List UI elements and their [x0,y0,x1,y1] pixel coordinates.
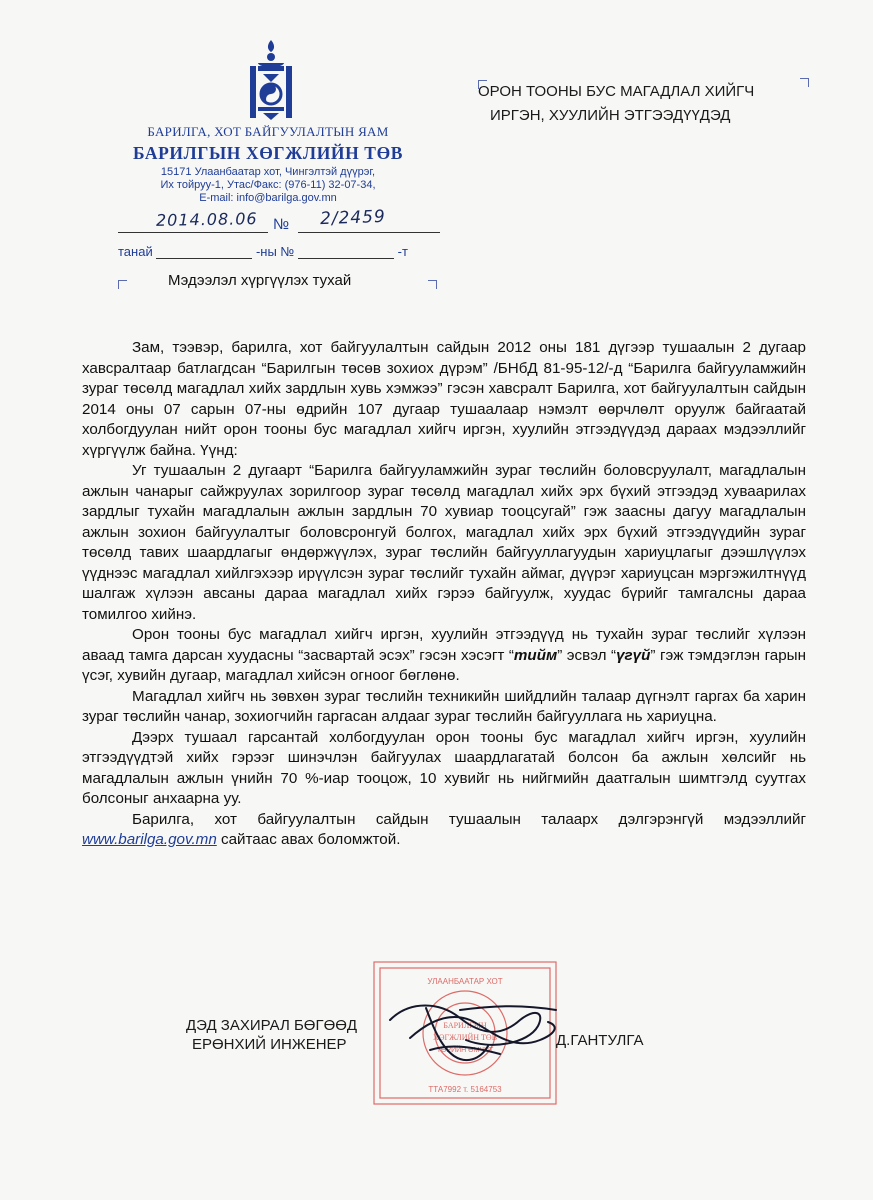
recipient-corner-mark [800,78,809,87]
stamp-text: ХӨГЖЛИЙН ТӨВ [432,1033,498,1042]
subject-corner-mark [428,280,437,289]
title-line: ДЭД ЗАХИРАЛ БӨГӨӨД [186,1017,358,1034]
paragraph-text: Орон тооны бус магадлал хийгч иргэн, хуулийн этгээдүүд нь тухайн зураг төслийг хүлээн аваад тамга дарсан хуудасны “засвартай эсэх” гэсэн хэсэгт “ [82,626,806,664]
t-label: -т [397,244,408,259]
address-line: 15171 Улаанбаатар хот, Чингэлтэй дүүрэг, [160,166,376,178]
paragraph: Дээрх тушаал гарсантай холбогдуулан орон тооны бус магадлал хийгч иргэн, хуулийн этгээдүүдтэй хийх гэрээг шинэчлэн байгуулах шаардлагатай болсон ба ажлын хөлсийг нь магадлалын ажлын үнийн 70 %-иар тооцож, 10 хувийг нь нийгмийн даатгалын шимтгэлд суутгах болсоныг анхаарна уу. [82,728,806,807]
paragraph: Зам, тээвэр, барилга, хот байгуулалтын сайдын 2012 оны 181 дүгээр тушаалын 2 дугаар хавсралтаар батлагдсан “Барилгын төсөв зохиох дүрэм” /БНбД 81-95-12/-д “Барилга байгууламжийн зураг төсөлд магадлал хийх зардлын хувь хэмжээ” гэсэн хавсралт Барилга, хот байгуулалтын сайдын 2014 оны 07 сарын 07-ны өдрийн 107 дугаар тушаалаар нэмэлт өөрчлөлт оруулж байгаатай холбогдуулан нийт орон тооны бус магадлал хийгч иргэн, хуулийн этгээдүүдэд дараах мэдээллийг хүргүүлж байна. Үүнд: [82,339,806,459]
paragraph-text: сайтаас авах боломжтой. [216,831,401,848]
recipient-line: ОРОН ТООНЫ БУС МАГАДЛАЛ ХИЙГЧ [478,83,755,100]
number-underline [298,232,440,233]
paragraph: Магадлал хийгч нь зөвхөн зураг төслийн техникийн шийдлийн талаар дүгнэлт гаргах ба харин зураг төслийн чанар, зохиогчийн гаргасан алдааг зураг төслийн байгууллага нь хариуцна. [82,687,806,725]
tanai-label: танай [118,244,153,259]
reply-reference-row [118,244,408,259]
signatory-title [186,1016,357,1054]
handwritten-date: 2014.08.06 [155,209,258,230]
stamp-text: БАРИЛГЫН [443,1021,487,1030]
paragraph-text: ” гэж тэмдэглэн гарын үсэг, хувийн дугаар, магадлал хийсэн огноог бөглөнө. [82,646,806,684]
address-line: Их тойруу-1, Утас/Факс: (976-11) 32-07-34, [160,179,376,191]
stamp-text: УЛААНБААТАР ХОТ [427,977,503,986]
paragraph-text: Барилга, хот байгуулалтын сайдын тушаалын талаарх дэлгэрэнгүй мэдээллийг [132,810,806,828]
website-link[interactable]: www.barilga.gov.mn [82,831,217,848]
signatory-name: Д.ГАНТУЛГА [556,1032,644,1049]
handwritten-signature [370,990,570,1070]
stamp-text: ТТА7992 т. 5164753 [428,1085,502,1094]
paragraph [82,625,806,687]
number-label: № [273,216,290,233]
title-line: ЕРӨНХИЙ ИНЖЕНЕР [192,1036,347,1053]
email-line: E-mail: info@barilga.gov.mn [199,192,337,204]
soyombo-emblem-icon [246,38,296,122]
recipient-block [478,80,754,128]
letter-body [82,338,806,851]
ny-label: -ны № [255,244,295,259]
blank-field [156,246,252,259]
paragraph: Уг тушаалын 2 дугаарт “Барилга байгууламжийн зураг төслийн боловсруулалт, магадлалын ажлын чанарыг сайжруулах зорилгоор зураг төсөлд магадлал хийх эрх бүхий этгээдэд хуваарилах зардлыг тухайн магадлалын ажлын зардлын 70 хувиар тооцсугай” гэж заасны дагуу магадлалын ажлын зохион байгуулалтыг боловсронгуй болгох, магадлал хийх эрх бүхий этгээдүүдийн зураг төсөлд тавих шаардлагыг өндөржүүлэх, зураг төслийн байгууллагуудын хариуцлагыг дээшлүүлэх үүднээс магадлал хийлгэхээр ирүүлсэн зураг төслийг тухайн аймаг, дүүрэг хариуцсан мэргэжилтнүүд шалгаж хүлээн авсаны дараа магадлал хийх гэрээ байгуулж, хуудас бүрийг тамгалсны дараа томилгоо хийнэ. [82,462,806,623]
handwritten-number: 2/2459 [319,206,387,230]
emphasis-yes: тийм [513,646,558,664]
paragraph-text: ” эсвэл “ [557,646,617,664]
recipient-line: ИРГЭН, ХУУЛИЙН ЭТГЭЭДҮҮДЭД [490,107,731,124]
organization-name: БАРИЛГЫН ХӨГЖЛИЙН ТӨВ [132,143,404,163]
paragraph [82,810,806,851]
emphasis-no: үгүй [616,646,651,664]
date-underline [118,232,268,233]
blank-field [298,246,394,259]
stamp-text: ТӨРИЙН ӨМЧИТ [436,1047,494,1054]
subject-line: Мэдээлэл хүргүүлэх тухай [168,272,352,289]
subject-corner-mark [118,280,127,289]
ministry-name: БАРИЛГА, ХОТ БАЙГУУЛАЛТЫН ЯАМ [147,124,389,139]
